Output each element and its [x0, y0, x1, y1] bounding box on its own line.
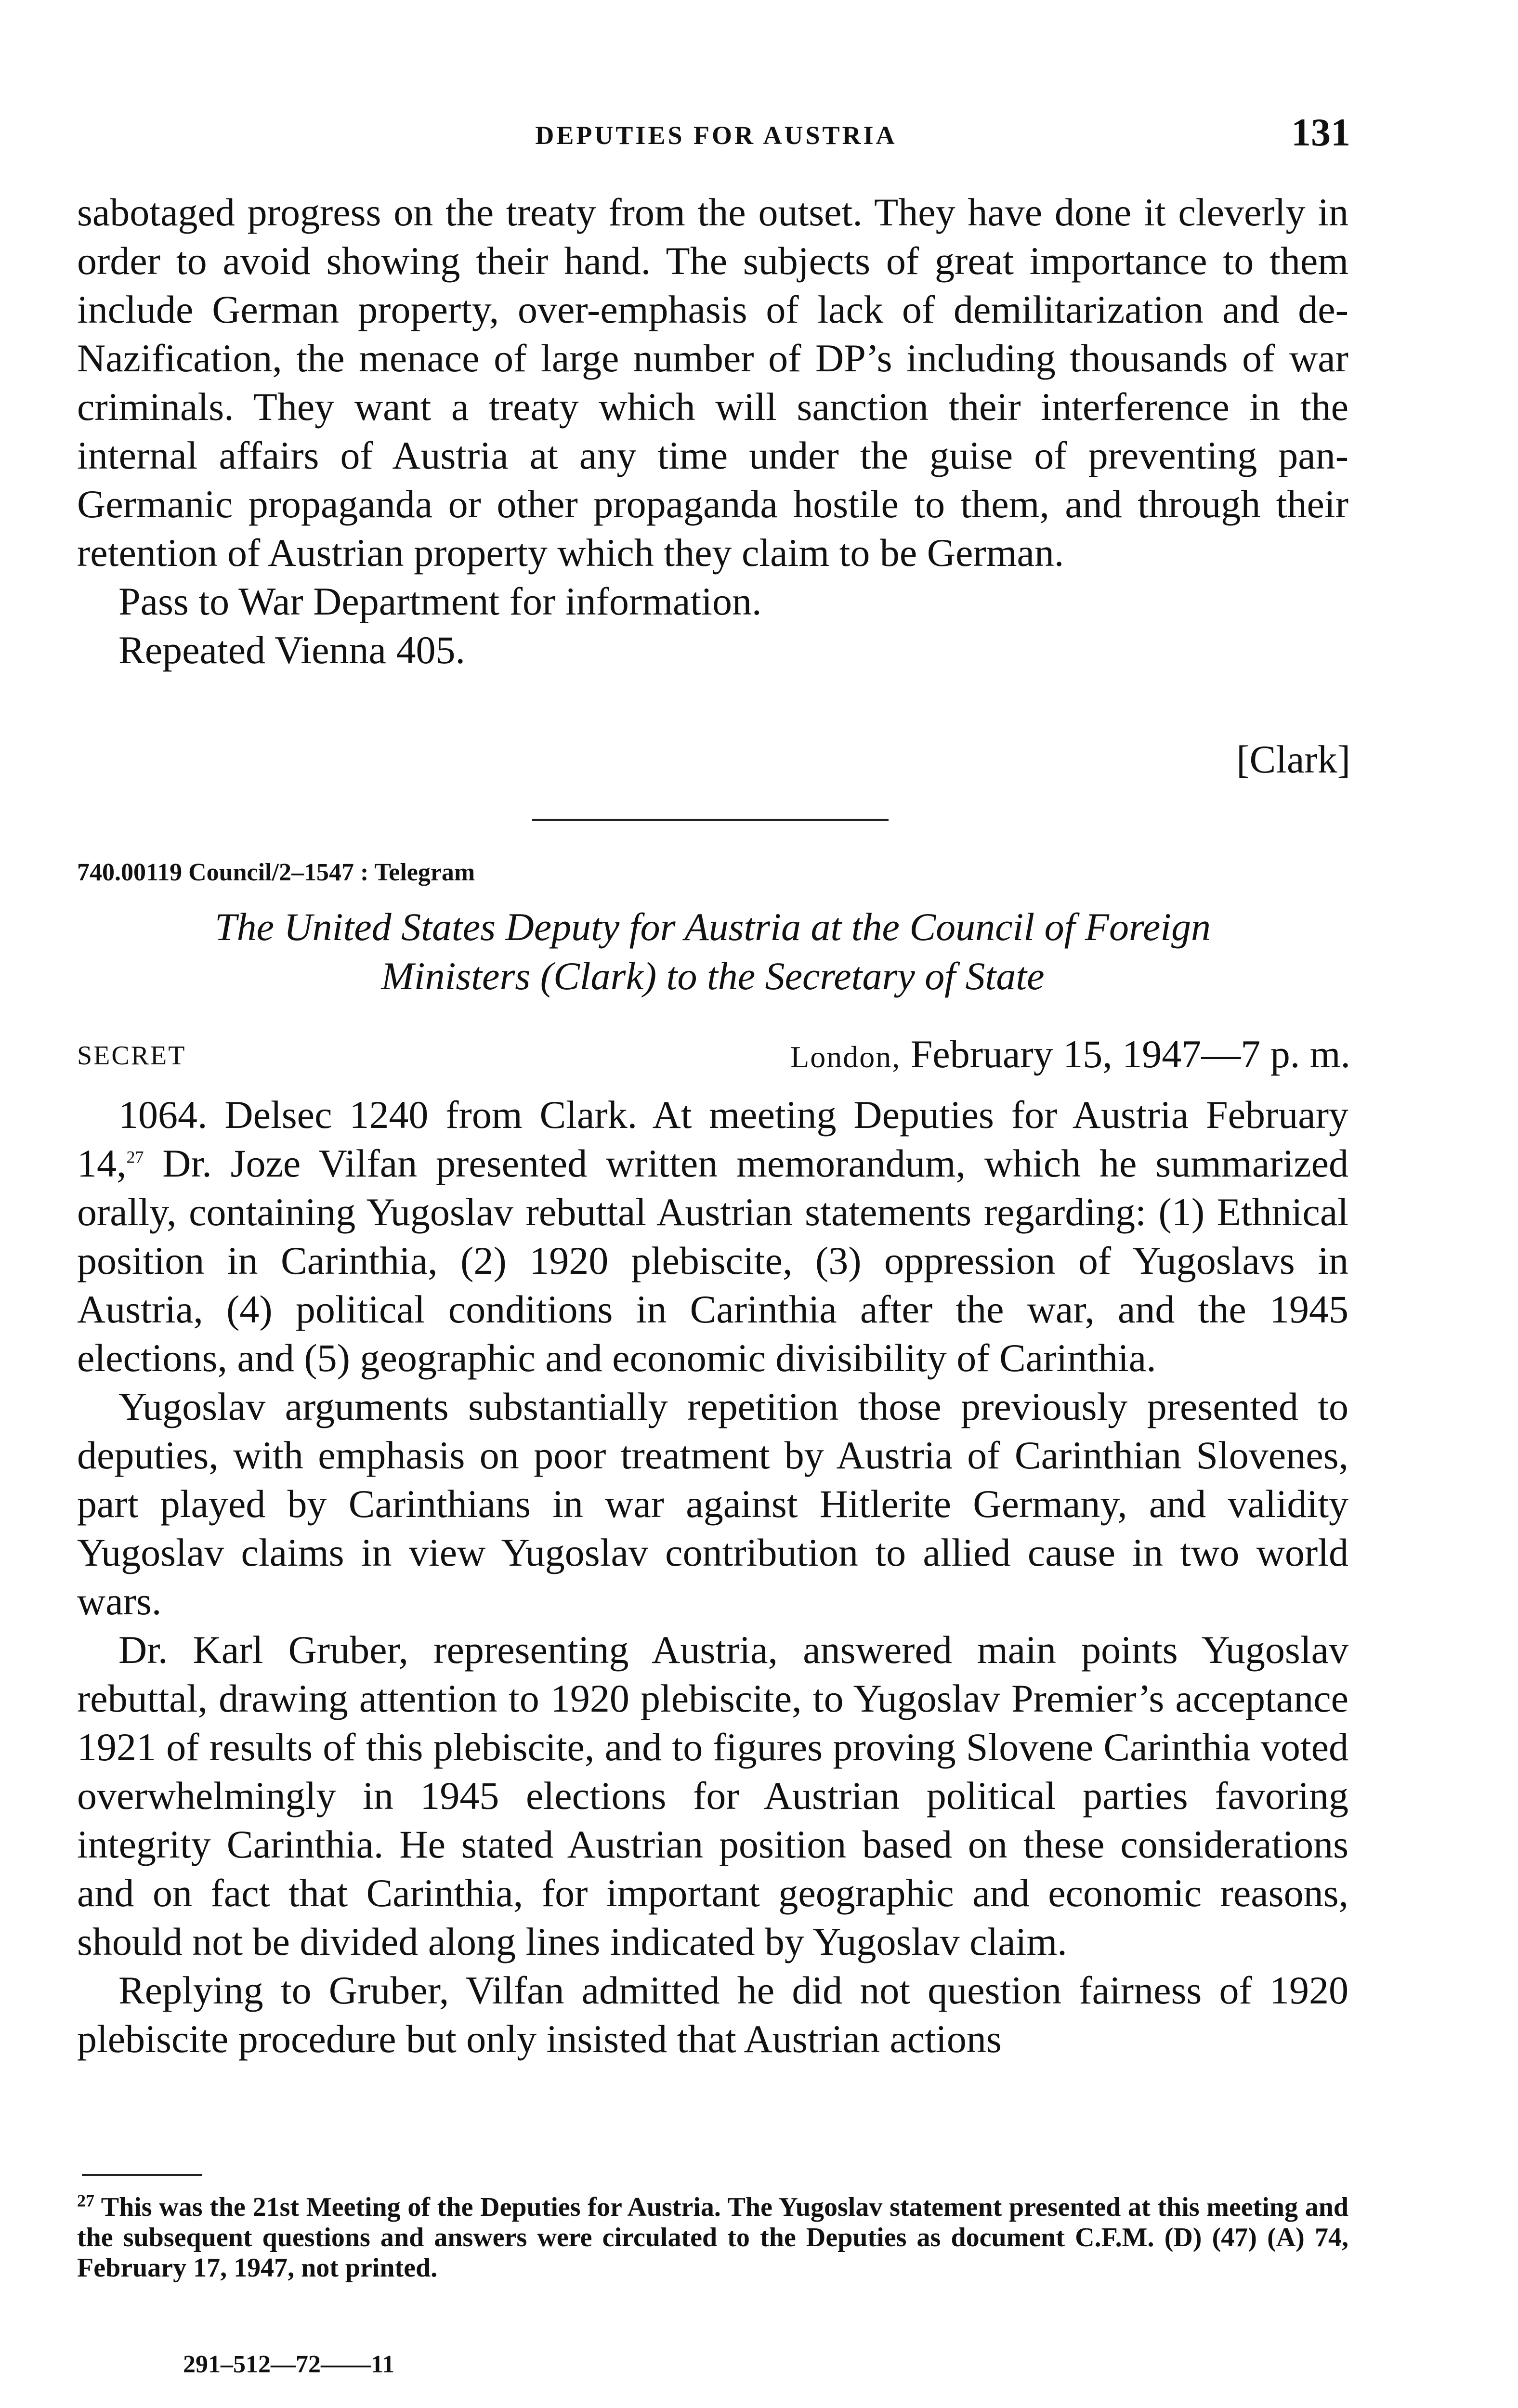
footnote-text: This was the 21st Meeting of the Deputies for Austria. The Yugoslav statement presented at this meeting and the subsequent questions and answers were circulated to the Deputies as document C.F.M. (D) (47) (A) 74, February 17, 1947, not printed.	[77, 2192, 1348, 2283]
document-file-id: 740.00119 Council/2–1547 : Telegram	[77, 859, 475, 886]
running-head: DEPUTIES FOR AUSTRIA	[535, 121, 897, 150]
paragraph-1-rest: Dr. Joze Vilfan presented written memorandum, which he summarized orally, containing Yugoslav rebuttal Austrian statements regarding: (1) Ethnical position in Carinthia, (2) 1920 plebiscite, (3) oppression of Yugoslavs in Austria, (4) political conditions in Carinthia after the war, and the 1945 elections, and (5) geographic and economic divisibility of Carinthia.	[77, 1141, 1348, 1380]
section-divider	[532, 819, 889, 821]
page-header	[82, 110, 1350, 163]
document-title-line-1: The United States Deputy for Austria at the Council of Foreign	[214, 905, 1211, 949]
footnote-reference: 27	[126, 1147, 144, 1167]
footnote	[77, 2192, 1348, 2283]
telegram-body	[77, 1090, 1348, 2063]
pass-line: Pass to War Department for information.	[118, 579, 762, 623]
paragraph-1-start: 1064. Delsec 1240 from Clark. At meeting Deputies for Austria February 14,	[77, 1093, 1348, 1185]
dateline-date: February 15, 1947—7 p. m.	[910, 1032, 1350, 1076]
dateline-place: London,	[790, 1040, 901, 1074]
document-title	[77, 903, 1348, 1001]
signature: [Clark]	[1236, 737, 1350, 781]
footnote-divider	[82, 2174, 202, 2176]
classification: SECRET	[77, 1041, 186, 1071]
paragraph-4: Replying to Gruber, Vilfan admitted he did not question fairness of 1920 plebiscite procedure but only insisted that Austrian actions	[77, 1968, 1348, 2061]
continuation-text	[77, 188, 1348, 674]
document-title-line-2: Ministers (Clark) to the Secretary of State	[381, 954, 1045, 998]
footnote-marker: 27	[77, 2191, 94, 2211]
page-number: 131	[1291, 110, 1350, 154]
continuation-paragraph: sabotaged progress on the treaty from the outset. They have done it cleverly in order to avoid showing their hand. The subjects of great importance to them include German property, over-emphasis of lack of demilitarization and de-Nazification, the menace of large number of DP’s including thousands of war criminals. They want a treaty which will sanction their interference in the internal affairs of Austria at any time under the guise of preventing pan-Germanic propaganda or other propaganda hostile to them, and through their retention of Austrian property which they claim to be German.	[77, 190, 1348, 575]
paragraph-2: Yugoslav arguments substantially repetition those previously presented to deputies, with emphasis on poor treatment by Austria of Carinthian Slovenes, part played by Carinthians in war against Hitlerite Germany, and validity Yugoslav claims in view Yugoslav contribution to allied cause in two world wars.	[77, 1385, 1348, 1623]
paragraph-3: Dr. Karl Gruber, representing Austria, answered main points Yugoslav rebuttal, drawing attention to 1920 plebiscite, to Yugoslav Premier’s acceptance 1921 of results of this plebiscite, and to figures proving Slovene Carinthia voted overwhelmingly in 1945 elections for Austrian political parties favoring integrity Carinthia. He stated Austrian position based on these considerations and on fact that Carinthia, for important geographic and economic reasons, should not be divided along lines indicated by Yugoslav claim.	[77, 1628, 1348, 1963]
dateline	[790, 1032, 1350, 1077]
repeated-line: Repeated Vienna 405.	[118, 628, 465, 672]
paragraph-1	[77, 1090, 1348, 1382]
printer-mark: 291–512—72——11	[183, 2351, 395, 2378]
